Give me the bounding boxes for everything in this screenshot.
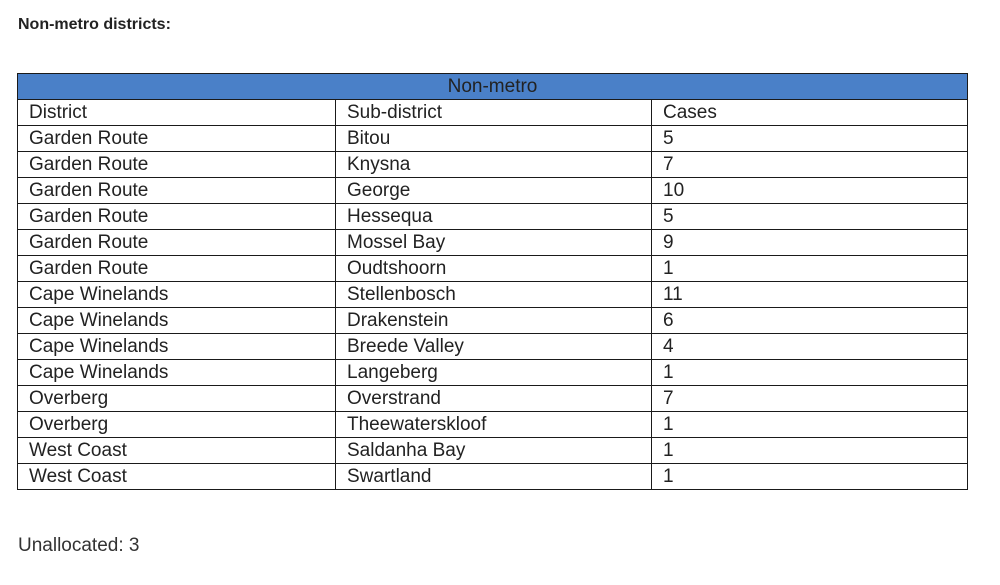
table-row	[18, 230, 968, 256]
sub-district-cell: George	[336, 178, 652, 204]
district-cell: West Coast	[18, 464, 336, 490]
table-row	[18, 308, 968, 334]
district-cell: Cape Winelands	[18, 360, 336, 386]
table-row	[18, 386, 968, 412]
sub-district-cell: Hessequa	[336, 204, 652, 230]
cases-cell: 5	[652, 204, 968, 230]
district-cell: West Coast	[18, 438, 336, 464]
table-row	[18, 126, 968, 152]
table-row	[18, 464, 968, 490]
table-row	[18, 282, 968, 308]
sub-district-cell: Drakenstein	[336, 308, 652, 334]
cases-cell: 10	[652, 178, 968, 204]
district-cell: Overberg	[18, 386, 336, 412]
sub-district-cell: Mossel Bay	[336, 230, 652, 256]
unallocated-note: Unallocated: 3	[18, 535, 140, 556]
district-cell: Garden Route	[18, 178, 336, 204]
table-row	[18, 438, 968, 464]
sub-district-cell: Saldanha Bay	[336, 438, 652, 464]
district-cell: Garden Route	[18, 256, 336, 282]
district-cell: Cape Winelands	[18, 308, 336, 334]
column-header-sub-district: Sub-district	[336, 100, 652, 126]
district-cell: Garden Route	[18, 204, 336, 230]
table-row	[18, 360, 968, 386]
sub-district-cell: Langeberg	[336, 360, 652, 386]
cases-cell: 11	[652, 282, 968, 308]
sub-district-cell: Oudtshoorn	[336, 256, 652, 282]
sub-district-cell: Bitou	[336, 126, 652, 152]
district-cell: Cape Winelands	[18, 282, 336, 308]
cases-cell: 7	[652, 152, 968, 178]
sub-district-cell: Stellenbosch	[336, 282, 652, 308]
table-banner: Non-metro	[18, 74, 968, 100]
cases-cell: 1	[652, 256, 968, 282]
table-row	[18, 204, 968, 230]
section-heading: Non-metro districts:	[18, 16, 171, 33]
table-row	[18, 152, 968, 178]
table-row	[18, 334, 968, 360]
district-cell: Garden Route	[18, 230, 336, 256]
cases-cell: 4	[652, 334, 968, 360]
table-banner-row	[18, 74, 968, 100]
sub-district-cell: Theewaterskloof	[336, 412, 652, 438]
cases-cell: 6	[652, 308, 968, 334]
district-cell: Cape Winelands	[18, 334, 336, 360]
sub-district-cell: Swartland	[336, 464, 652, 490]
column-header-cases: Cases	[652, 100, 968, 126]
cases-cell: 7	[652, 386, 968, 412]
table-row	[18, 412, 968, 438]
sub-district-cell: Overstrand	[336, 386, 652, 412]
sub-district-cell: Breede Valley	[336, 334, 652, 360]
column-header-district: District	[18, 100, 336, 126]
table-row	[18, 178, 968, 204]
cases-cell: 1	[652, 464, 968, 490]
district-cell: Garden Route	[18, 126, 336, 152]
cases-table	[17, 73, 968, 490]
cases-cell: 5	[652, 126, 968, 152]
district-cell: Overberg	[18, 412, 336, 438]
table-row	[18, 256, 968, 282]
district-cell: Garden Route	[18, 152, 336, 178]
cases-cell: 9	[652, 230, 968, 256]
table-body	[18, 126, 968, 490]
cases-cell: 1	[652, 360, 968, 386]
cases-cell: 1	[652, 412, 968, 438]
cases-cell: 1	[652, 438, 968, 464]
sub-district-cell: Knysna	[336, 152, 652, 178]
table-header-row	[18, 100, 968, 126]
